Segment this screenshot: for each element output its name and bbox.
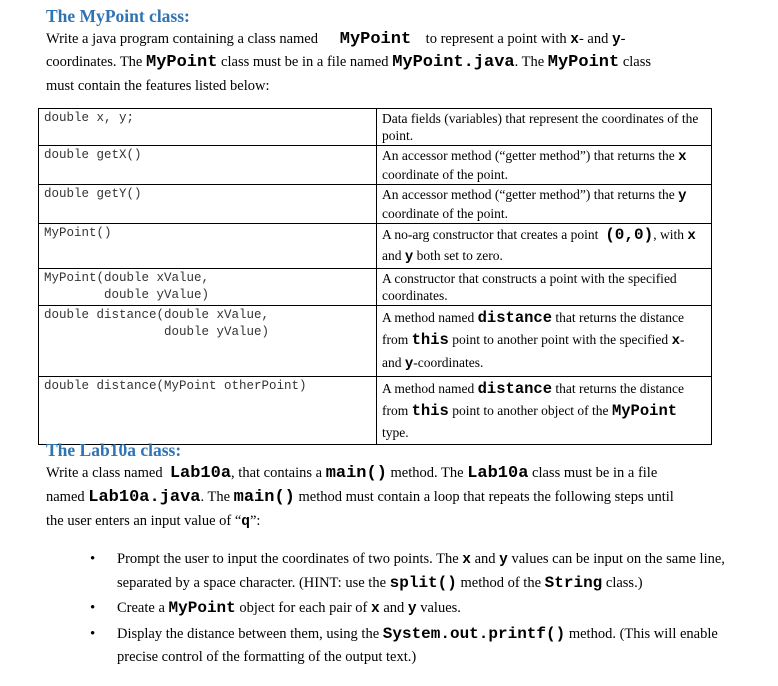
feature-code: double x, y; bbox=[39, 109, 377, 146]
table-row bbox=[39, 224, 712, 269]
lab10a-line3: the user enters an input value of “q”: bbox=[46, 513, 261, 530]
table-row bbox=[39, 377, 712, 445]
lab10a-line2: named Lab10a.java. The main() method must contain a loop that repeats the following steps until bbox=[46, 488, 674, 507]
feature-code: MyPoint() bbox=[39, 224, 377, 269]
table-row bbox=[39, 185, 712, 224]
list-item: • Create a MyPoint object for each pair of x and y values. bbox=[90, 597, 740, 621]
feature-description: A method named distance that returns the distance from this point to another point with the specified x- and y-coordinates. bbox=[377, 306, 712, 377]
steps-list bbox=[90, 548, 740, 671]
lab10a-heading: The Lab10a class: bbox=[46, 440, 182, 460]
mypoint-heading: The MyPoint class: bbox=[46, 6, 190, 26]
mypoint-intro-line3: must contain the features listed below: bbox=[46, 78, 270, 94]
bullet-icon: • bbox=[90, 551, 96, 567]
feature-code: double getY() bbox=[39, 185, 377, 224]
feature-code: MyPoint(double xValue, double yValue) bbox=[39, 269, 377, 306]
table-row bbox=[39, 306, 712, 377]
feature-code: double getX() bbox=[39, 146, 377, 185]
feature-code: double distance(MyPoint otherPoint) bbox=[39, 377, 377, 445]
table-row bbox=[39, 109, 712, 146]
feature-description: An accessor method (“getter method”) that returns the x coordinate of the point. bbox=[377, 146, 712, 185]
mypoint-intro-line1: Write a java program containing a class named MyPoint to represent a point with x- and y- bbox=[46, 30, 626, 49]
feature-description: A no-arg constructor that creates a point (0,0), with x and y both set to zero. bbox=[377, 224, 712, 269]
list-item: • Display the distance between them, using the System.out.printf() method. (This will enable precise control of the formatting of the output text.) bbox=[90, 625, 718, 665]
feature-description: A method named distance that returns the distance from this point to another object of the MyPoint type. bbox=[377, 377, 712, 445]
feature-description: An accessor method (“getter method”) that returns the y coordinate of the point. bbox=[377, 185, 712, 224]
lab10a-line1: Write a class named Lab10a, that contains a main() method. The Lab10a class must be in a file bbox=[46, 464, 658, 483]
table-row bbox=[39, 269, 712, 306]
feature-code: double distance(double xValue, double yValue) bbox=[39, 306, 377, 377]
bullet-icon: • bbox=[90, 626, 96, 642]
bullet-icon: • bbox=[90, 600, 96, 616]
features-table bbox=[38, 108, 712, 445]
feature-description: A constructor that constructs a point with the specified coordinates. bbox=[377, 269, 712, 306]
list-item: • Prompt the user to input the coordinates of two points. The x and y values can be input on the same line, separated by a space character. (HINT: use the split() method of the String class.) bbox=[90, 548, 740, 595]
mypoint-intro-line2: coordinates. The MyPoint class must be in a file named MyPoint.java. The MyPoint class bbox=[46, 53, 651, 72]
table-row bbox=[39, 146, 712, 185]
feature-description: Data fields (variables) that represent the coordinates of the point. bbox=[377, 109, 712, 146]
